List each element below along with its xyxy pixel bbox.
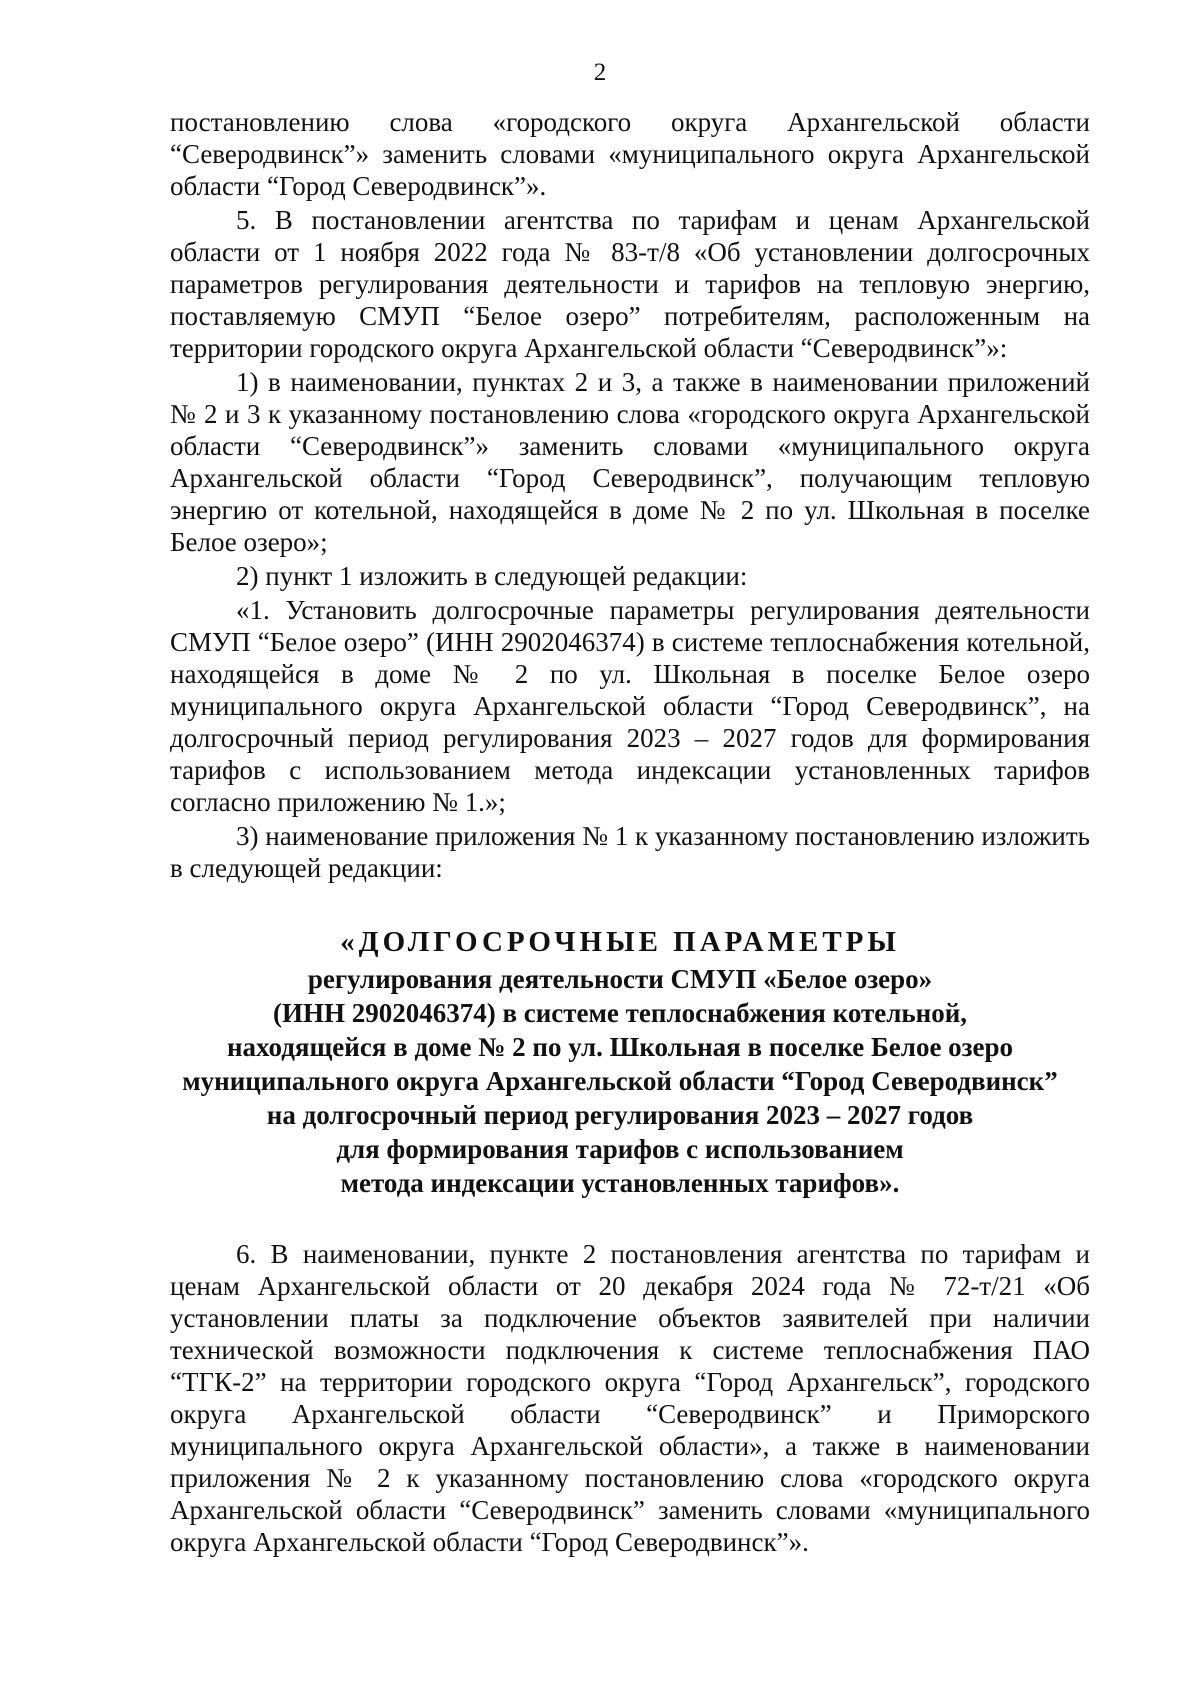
paragraph-quoted-item-1: «1. Установить долгосрочные параметры регулирования деятельности СМУП “Белое озеро” (ИНН 2902046374) в системе теплоснабжения котельной, находящейся в доме № 2 по ул. Школьная в поселке Белое озеро муниципального округа Архангельской области “Город Северодвинск”, на долгосрочный период регулирования 2023 – 2027 годов для формирования тарифов с использованием метода индексации установленных тарифов согласно приложению № 1.»;	[170, 595, 1090, 817]
paragraph-subitem-1: 1) в наименовании, пунктах 2 и 3, а также в наименовании приложений № 2 и 3 к указанному постановлению слова «городского округа Архангельской области “Северодвинск”» заменить словами «муниципального округа Архангельской области “Город Северодвинск”, получающим тепловую энергию от котельной, находящейся в доме № 2 по ул. Школьная в поселке Белое озеро»;	[170, 367, 1090, 557]
paragraph-continuation: постановлению слова «городского округа Архангельской области “Северодвинск”» заменить словами «муниципального округа Архангельской области “Город Северодвинск”».	[170, 107, 1090, 201]
appendix-title-line: для формирования тарифов с использованием	[336, 1134, 904, 1164]
appendix-title-line: на долгосрочный период регулирования 2023 – 2027 годов	[266, 1100, 974, 1130]
appendix-title-line: метода индексации установленных тарифов».	[340, 1168, 900, 1198]
appendix-title-line: муниципального округа Архангельской области “Город Северодвинск”	[182, 1066, 1058, 1096]
page-number: 2	[593, 59, 607, 86]
paragraph-item-5: 5. В постановлении агентства по тарифам и ценам Архангельской области от 1 ноября 2022 года № 83-т/8 «Об установлении долгосрочных параметров регулирования деятельности и тарифов на тепловую энергию, поставляемую СМУП “Белое озеро” потребителям, расположенным на территории городского округа Архангельской области “Северодвинск”»:	[170, 205, 1090, 363]
paragraph-subitem-2: 2) пункт 1 изложить в следующей редакции:	[236, 561, 748, 591]
appendix-title	[150, 924, 1090, 1200]
appendix-title-line: находящейся в доме № 2 по ул. Школьная в поселке Белое озеро	[226, 1032, 1014, 1062]
paragraph-subitem-3: 3) наименование приложения № 1 к указанному постановлению изложить в следующей редакции:	[170, 821, 1090, 883]
appendix-title-line: регулирования деятельности СМУП «Белое озеро»	[307, 964, 933, 994]
paragraph-item-6: 6. В наименовании, пункте 2 постановления агентства по тарифам и ценам Архангельской области от 20 декабря 2024 года № 72-т/21 «Об установлении платы за подключение объектов заявителей при наличии технической возможности подключения к системе теплоснабжения ПАО “ТГК-2” на территории городского округа “Город Архангельск”, городского округа Архангельской области “Северодвинск” и Приморского муниципального округа Архангельской области», а также в наименовании приложения № 2 к указанному постановлению слова «городского округа Архангельской области “Северодвинск” заменить словами «муниципального округа Архангельской области “Город Северодвинск”».	[170, 1239, 1090, 1557]
appendix-title-heading: «ДОЛГОСРОЧНЫЕ ПАРАМЕТРЫ	[340, 926, 900, 958]
appendix-title-line: (ИНН 2902046374) в системе теплоснабжения котельной,	[272, 998, 968, 1028]
